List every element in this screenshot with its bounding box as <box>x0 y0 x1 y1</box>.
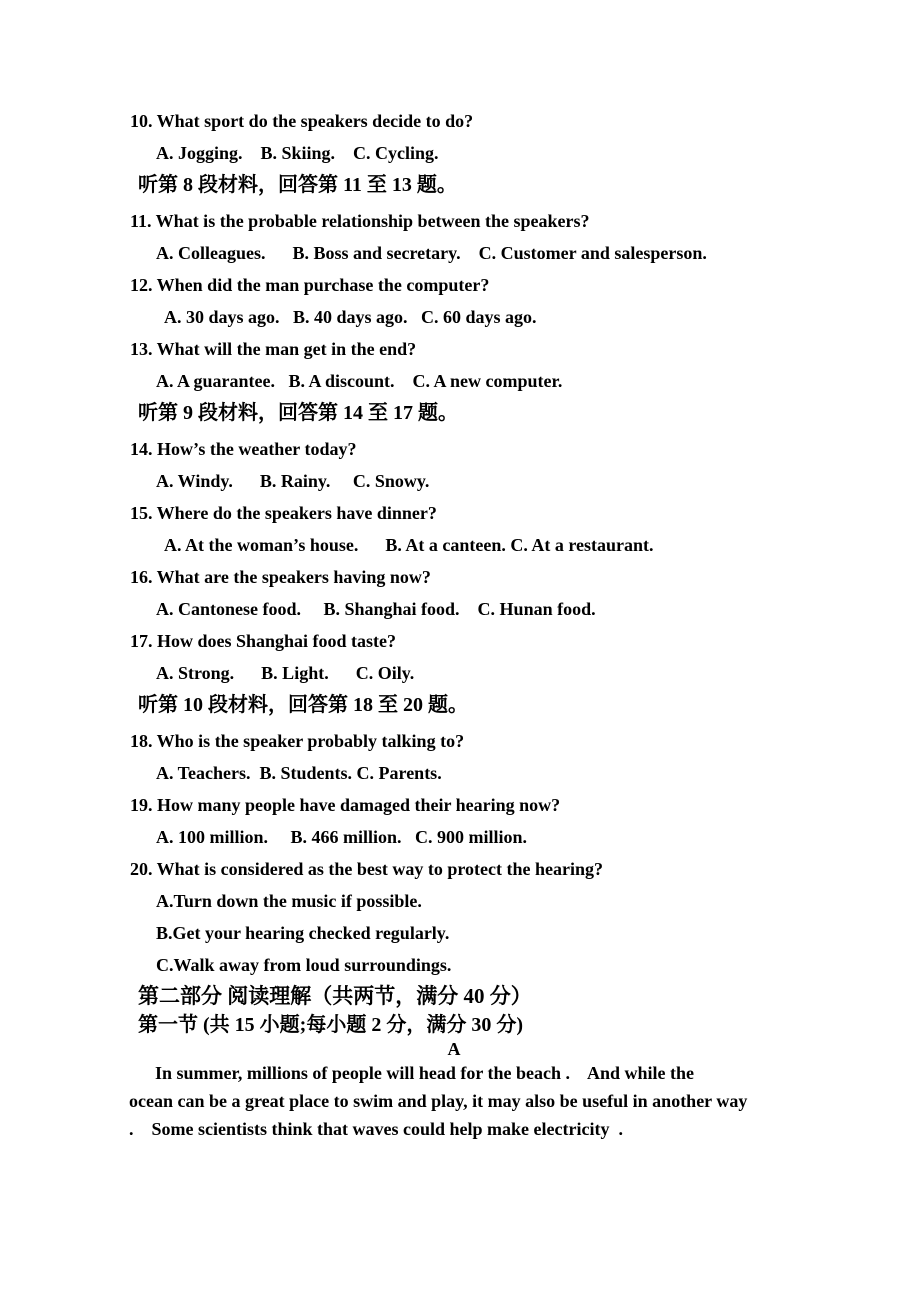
section-note-dialog-9: 听第 9 段材料，回答第 14 至 17 题。 <box>138 402 458 424</box>
options-14: A. Windy. B. Rainy. C. Snowy. <box>156 471 430 491</box>
option-20-c: C.Walk away from loud surroundings. <box>156 955 452 975</box>
question-17: 17. How does Shanghai food taste? <box>130 631 397 651</box>
question-13: 13. What will the man get in the end? <box>130 339 417 359</box>
option-20-a: A.Turn down the music if possible. <box>156 891 422 911</box>
options-13: A. A guarantee. B. A discount. C. A new computer. <box>156 371 563 391</box>
section-note-dialog-10: 听第 10 段材料，回答第 18 至 20 题。 <box>138 694 468 716</box>
options-12: A. 30 days ago. B. 40 days ago. C. 60 days ago. <box>164 307 537 327</box>
question-11: 11. What is the probable relationship between the speakers? <box>130 211 590 231</box>
question-15: 15. Where do the speakers have dinner? <box>130 503 437 523</box>
question-19: 19. How many people have damaged their hearing now? <box>130 795 561 815</box>
question-12: 12. When did the man purchase the computer? <box>130 275 490 295</box>
option-20-b: B.Get your hearing checked regularly. <box>156 923 450 943</box>
passage-line-2: ocean can be a great place to swim and play, it may also be useful in another way <box>129 1091 748 1111</box>
passage-line-1: In summer, millions of people will head for the beach . And while the <box>155 1063 695 1083</box>
options-16: A. Cantonese food. B. Shanghai food. C. Hunan food. <box>156 599 596 619</box>
question-10: 10. What sport do the speakers decide to do? <box>130 111 474 131</box>
options-11: A. Colleagues. B. Boss and secretary. C. Customer and salesperson. <box>156 243 707 263</box>
passage-label: A <box>447 1039 461 1059</box>
section-note-dialog-8: 听第 8 段材料，回答第 11 至 13 题。 <box>138 174 457 196</box>
question-20: 20. What is considered as the best way to protect the hearing? <box>130 859 603 879</box>
passage-line-3: . Some scientists think that waves could help make electricity . <box>129 1119 623 1139</box>
question-18: 18. Who is the speaker probably talking to? <box>130 731 465 751</box>
question-14: 14. How’s the weather today? <box>130 439 357 459</box>
options-15: A. At the woman’s house. B. At a canteen. C. At a restaurant. <box>164 535 654 555</box>
question-16: 16. What are the speakers having now? <box>130 567 431 587</box>
options-19: A. 100 million. B. 466 million. C. 900 million. <box>156 827 528 847</box>
section1-header: 第一节 (共 15 小题;每小题 2 分，满分 30 分) <box>138 1014 523 1036</box>
options-10: A. Jogging. B. Skiing. C. Cycling. <box>156 143 439 163</box>
options-18: A. Teachers. B. Students. C. Parents. <box>156 763 442 783</box>
options-17: A. Strong. B. Light. C. Oily. <box>156 663 415 683</box>
part2-header: 第二部分 阅读理解（共两节，满分 40 分） <box>138 984 532 1008</box>
